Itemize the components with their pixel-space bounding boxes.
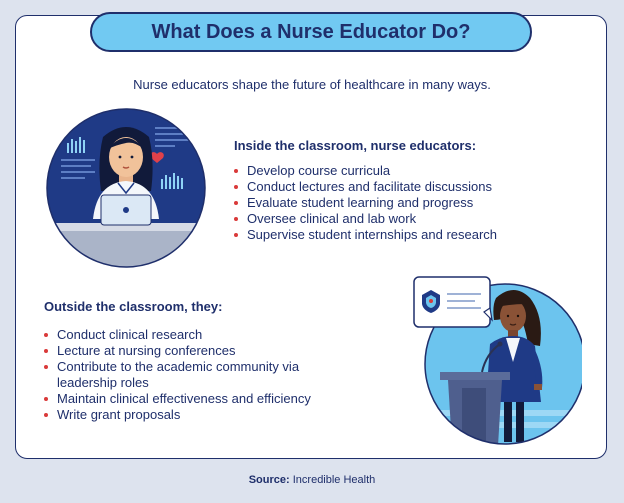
page-title: What Does a Nurse Educator Do? <box>151 20 471 43</box>
list-item-text: Develop course curricula <box>247 163 391 178</box>
inside-heading: Inside the classroom, nurse educators: <box>234 138 477 153</box>
page-subtitle: Nurse educators shape the future of healthcare in many ways. <box>133 77 491 92</box>
list-item-text: Conduct lectures and facilitate discussions <box>247 179 492 194</box>
list-item-text: Write grant proposals <box>57 407 181 422</box>
nurse-at-laptop-illustration <box>45 107 207 269</box>
list-item <box>234 227 497 243</box>
list-item <box>44 327 311 343</box>
bullet-dot <box>44 397 48 401</box>
list-item <box>44 359 311 375</box>
bullet-dot <box>44 413 48 417</box>
list-item-text: Maintain clinical effectiveness and efficiency <box>57 391 311 406</box>
bullet-dot <box>234 233 238 237</box>
list-item-text: Supervise student internships and research <box>247 227 498 242</box>
title-pill <box>90 12 532 52</box>
list-item <box>234 163 497 179</box>
inside-list <box>234 163 497 243</box>
outside-heading: Outside the classroom, they: <box>44 299 223 314</box>
list-item <box>234 195 497 211</box>
list-item-continuation <box>44 375 311 391</box>
source-credit <box>0 474 624 486</box>
bullet-dot <box>44 349 48 353</box>
outside-list <box>44 327 311 423</box>
list-item-text: Conduct clinical research <box>57 327 203 342</box>
bullet-dot <box>44 333 48 337</box>
list-item <box>234 179 497 195</box>
source-value: Incredible Health <box>292 474 376 486</box>
list-item-text: leadership roles <box>57 375 149 390</box>
nurse-at-podium-illustration <box>410 272 582 448</box>
list-item <box>44 391 311 407</box>
list-item-text: Contribute to the academic community via <box>57 359 300 374</box>
list-item-text: Lecture at nursing conferences <box>57 343 236 358</box>
list-item-text: Oversee clinical and lab work <box>247 211 417 226</box>
bullet-dot <box>44 365 48 369</box>
bullet-dot <box>234 185 238 189</box>
list-item <box>44 407 311 423</box>
list-item <box>44 343 311 359</box>
bullet-dot <box>234 201 238 205</box>
source-label: Source: <box>248 474 290 486</box>
list-item-text: Evaluate student learning and progress <box>247 195 474 210</box>
list-item <box>234 211 497 227</box>
bullet-dot <box>234 169 238 173</box>
bullet-dot <box>234 217 238 221</box>
